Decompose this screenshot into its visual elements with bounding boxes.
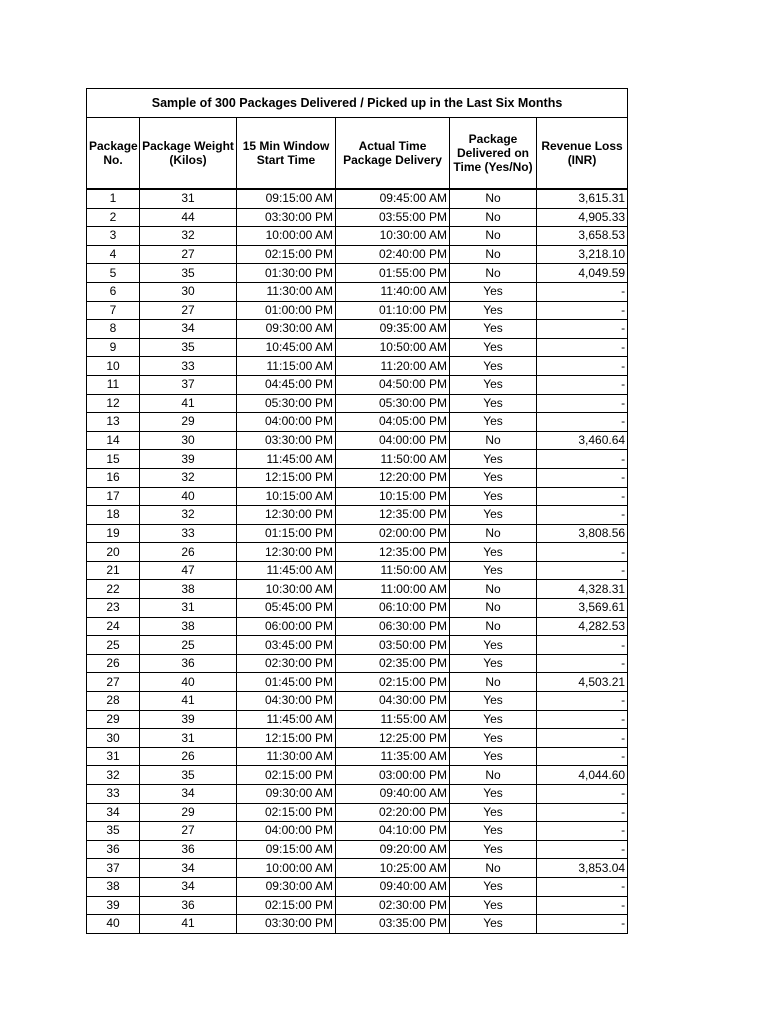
revenue-loss-cell: 4,044.60 — [537, 766, 628, 785]
header-window-start: 15 Min Window Start Time — [237, 118, 336, 190]
package-no-cell: 1 — [87, 189, 140, 208]
actual-time-cell: 03:00:00 PM — [336, 766, 450, 785]
revenue-loss-cell: - — [537, 468, 628, 487]
table-row — [87, 877, 628, 896]
header-weight: Package Weight (Kilos) — [140, 118, 237, 190]
weight-cell: 38 — [140, 617, 237, 636]
revenue-loss-cell: - — [537, 394, 628, 413]
window-start-cell: 12:15:00 PM — [237, 468, 336, 487]
actual-time-cell: 10:15:00 PM — [336, 487, 450, 506]
window-start-cell: 09:15:00 AM — [237, 189, 336, 208]
table-row — [87, 673, 628, 692]
weight-cell: 41 — [140, 915, 237, 934]
window-start-cell: 10:00:00 AM — [237, 859, 336, 878]
window-start-cell: 12:30:00 PM — [237, 543, 336, 562]
on-time-cell: Yes — [450, 282, 537, 301]
table-row — [87, 803, 628, 822]
actual-time-cell: 11:20:00 AM — [336, 357, 450, 376]
actual-time-cell: 09:20:00 AM — [336, 840, 450, 859]
weight-cell: 29 — [140, 803, 237, 822]
package-no-cell: 36 — [87, 840, 140, 859]
package-no-cell: 12 — [87, 394, 140, 413]
window-start-cell: 05:45:00 PM — [237, 599, 336, 618]
weight-cell: 41 — [140, 394, 237, 413]
revenue-loss-cell: 3,615.31 — [537, 189, 628, 208]
revenue-loss-cell: - — [537, 654, 628, 673]
revenue-loss-cell: - — [537, 877, 628, 896]
table-row — [87, 357, 628, 376]
on-time-cell: Yes — [450, 710, 537, 729]
package-no-cell: 8 — [87, 320, 140, 339]
package-no-cell: 34 — [87, 803, 140, 822]
window-start-cell: 01:45:00 PM — [237, 673, 336, 692]
window-start-cell: 01:15:00 PM — [237, 524, 336, 543]
weight-cell: 41 — [140, 692, 237, 711]
weight-cell: 32 — [140, 468, 237, 487]
revenue-loss-cell: 4,328.31 — [537, 580, 628, 599]
on-time-cell: No — [450, 859, 537, 878]
window-start-cell: 09:30:00 AM — [237, 877, 336, 896]
window-start-cell: 03:30:00 PM — [237, 915, 336, 934]
on-time-cell: Yes — [450, 915, 537, 934]
weight-cell: 35 — [140, 766, 237, 785]
table-row — [87, 654, 628, 673]
window-start-cell: 05:30:00 PM — [237, 394, 336, 413]
package-no-cell: 2 — [87, 208, 140, 227]
on-time-cell: Yes — [450, 729, 537, 748]
package-no-cell: 14 — [87, 431, 140, 450]
weight-cell: 31 — [140, 189, 237, 208]
table-row — [87, 413, 628, 432]
actual-time-cell: 02:35:00 PM — [336, 654, 450, 673]
package-no-cell: 28 — [87, 692, 140, 711]
window-start-cell: 11:30:00 AM — [237, 282, 336, 301]
actual-time-cell: 04:05:00 PM — [336, 413, 450, 432]
window-start-cell: 02:15:00 PM — [237, 803, 336, 822]
actual-time-cell: 01:10:00 PM — [336, 301, 450, 320]
revenue-loss-cell: - — [537, 338, 628, 357]
actual-time-cell: 04:50:00 PM — [336, 375, 450, 394]
weight-cell: 32 — [140, 506, 237, 525]
package-no-cell: 30 — [87, 729, 140, 748]
revenue-loss-cell: - — [537, 320, 628, 339]
actual-time-cell: 11:35:00 AM — [336, 747, 450, 766]
package-no-cell: 6 — [87, 282, 140, 301]
actual-time-cell: 12:35:00 PM — [336, 506, 450, 525]
weight-cell: 39 — [140, 450, 237, 469]
on-time-cell: Yes — [450, 636, 537, 655]
actual-time-cell: 02:00:00 PM — [336, 524, 450, 543]
weight-cell: 40 — [140, 487, 237, 506]
actual-time-cell: 11:00:00 AM — [336, 580, 450, 599]
package-no-cell: 23 — [87, 599, 140, 618]
table-body — [87, 189, 628, 933]
weight-cell: 34 — [140, 877, 237, 896]
on-time-cell: Yes — [450, 450, 537, 469]
on-time-cell: Yes — [450, 822, 537, 841]
table-row — [87, 896, 628, 915]
window-start-cell: 03:45:00 PM — [237, 636, 336, 655]
table-row — [87, 227, 628, 246]
package-no-cell: 25 — [87, 636, 140, 655]
package-no-cell: 38 — [87, 877, 140, 896]
actual-time-cell: 12:35:00 PM — [336, 543, 450, 562]
revenue-loss-cell: - — [537, 413, 628, 432]
table-row — [87, 320, 628, 339]
weight-cell: 33 — [140, 357, 237, 376]
on-time-cell: Yes — [450, 320, 537, 339]
actual-time-cell: 04:00:00 PM — [336, 431, 450, 450]
revenue-loss-cell: - — [537, 375, 628, 394]
package-no-cell: 39 — [87, 896, 140, 915]
table-row — [87, 636, 628, 655]
weight-cell: 26 — [140, 747, 237, 766]
package-no-cell: 4 — [87, 245, 140, 264]
package-no-cell: 15 — [87, 450, 140, 469]
revenue-loss-cell: 3,569.61 — [537, 599, 628, 618]
revenue-loss-cell: - — [537, 282, 628, 301]
revenue-loss-cell: - — [537, 729, 628, 748]
table-row — [87, 692, 628, 711]
revenue-loss-cell: - — [537, 915, 628, 934]
table-row — [87, 375, 628, 394]
table-row — [87, 599, 628, 618]
weight-cell: 47 — [140, 561, 237, 580]
actual-time-cell: 09:35:00 AM — [336, 320, 450, 339]
window-start-cell: 10:30:00 AM — [237, 580, 336, 599]
window-start-cell: 09:30:00 AM — [237, 320, 336, 339]
window-start-cell: 03:30:00 PM — [237, 431, 336, 450]
on-time-cell: No — [450, 617, 537, 636]
package-no-cell: 29 — [87, 710, 140, 729]
window-start-cell: 02:15:00 PM — [237, 896, 336, 915]
package-no-cell: 20 — [87, 543, 140, 562]
actual-time-cell: 11:50:00 AM — [336, 561, 450, 580]
on-time-cell: No — [450, 227, 537, 246]
weight-cell: 44 — [140, 208, 237, 227]
actual-time-cell: 02:40:00 PM — [336, 245, 450, 264]
window-start-cell: 02:15:00 PM — [237, 245, 336, 264]
table-row — [87, 785, 628, 804]
table-row — [87, 189, 628, 208]
on-time-cell: Yes — [450, 654, 537, 673]
on-time-cell: Yes — [450, 543, 537, 562]
table-row — [87, 487, 628, 506]
table-row — [87, 747, 628, 766]
actual-time-cell: 11:50:00 AM — [336, 450, 450, 469]
actual-time-cell: 01:55:00 PM — [336, 264, 450, 283]
window-start-cell: 03:30:00 PM — [237, 208, 336, 227]
weight-cell: 37 — [140, 375, 237, 394]
package-no-cell: 19 — [87, 524, 140, 543]
header-package-no: Package No. — [87, 118, 140, 190]
actual-time-cell: 10:30:00 AM — [336, 227, 450, 246]
actual-time-cell: 10:25:00 AM — [336, 859, 450, 878]
on-time-cell: Yes — [450, 357, 537, 376]
weight-cell: 35 — [140, 264, 237, 283]
package-no-cell: 31 — [87, 747, 140, 766]
revenue-loss-cell: - — [537, 636, 628, 655]
on-time-cell: No — [450, 599, 537, 618]
weight-cell: 36 — [140, 654, 237, 673]
window-start-cell: 04:45:00 PM — [237, 375, 336, 394]
package-no-cell: 26 — [87, 654, 140, 673]
on-time-cell: Yes — [450, 487, 537, 506]
window-start-cell: 01:30:00 PM — [237, 264, 336, 283]
package-no-cell: 16 — [87, 468, 140, 487]
window-start-cell: 04:30:00 PM — [237, 692, 336, 711]
on-time-cell: No — [450, 189, 537, 208]
package-no-cell: 32 — [87, 766, 140, 785]
on-time-cell: Yes — [450, 375, 537, 394]
on-time-cell: Yes — [450, 747, 537, 766]
actual-time-cell: 11:40:00 AM — [336, 282, 450, 301]
weight-cell: 34 — [140, 859, 237, 878]
on-time-cell: No — [450, 673, 537, 692]
revenue-loss-cell: - — [537, 840, 628, 859]
table-row — [87, 450, 628, 469]
revenue-loss-cell: 3,460.64 — [537, 431, 628, 450]
window-start-cell: 09:30:00 AM — [237, 785, 336, 804]
weight-cell: 26 — [140, 543, 237, 562]
actual-time-cell: 03:55:00 PM — [336, 208, 450, 227]
package-no-cell: 3 — [87, 227, 140, 246]
on-time-cell: Yes — [450, 803, 537, 822]
package-no-cell: 40 — [87, 915, 140, 934]
window-start-cell: 11:45:00 AM — [237, 561, 336, 580]
revenue-loss-cell: - — [537, 450, 628, 469]
on-time-cell: Yes — [450, 413, 537, 432]
revenue-loss-cell: - — [537, 301, 628, 320]
table-row — [87, 208, 628, 227]
revenue-loss-cell: - — [537, 785, 628, 804]
window-start-cell: 02:15:00 PM — [237, 766, 336, 785]
table-row — [87, 822, 628, 841]
revenue-loss-cell: 3,218.10 — [537, 245, 628, 264]
package-no-cell: 13 — [87, 413, 140, 432]
on-time-cell: Yes — [450, 394, 537, 413]
table-row — [87, 394, 628, 413]
actual-time-cell: 06:10:00 PM — [336, 599, 450, 618]
revenue-loss-cell: - — [537, 692, 628, 711]
weight-cell: 36 — [140, 896, 237, 915]
on-time-cell: No — [450, 580, 537, 599]
window-start-cell: 04:00:00 PM — [237, 822, 336, 841]
table-row — [87, 859, 628, 878]
on-time-cell: No — [450, 431, 537, 450]
table-row — [87, 617, 628, 636]
actual-time-cell: 10:50:00 AM — [336, 338, 450, 357]
on-time-cell: No — [450, 264, 537, 283]
on-time-cell: No — [450, 208, 537, 227]
header-revenue-loss: Revenue Loss (INR) — [537, 118, 628, 190]
table-row — [87, 729, 628, 748]
package-no-cell: 7 — [87, 301, 140, 320]
window-start-cell: 11:45:00 AM — [237, 710, 336, 729]
table-row — [87, 710, 628, 729]
package-no-cell: 22 — [87, 580, 140, 599]
window-start-cell: 04:00:00 PM — [237, 413, 336, 432]
weight-cell: 29 — [140, 413, 237, 432]
revenue-loss-cell: 4,049.59 — [537, 264, 628, 283]
on-time-cell: Yes — [450, 338, 537, 357]
window-start-cell: 11:15:00 AM — [237, 357, 336, 376]
revenue-loss-cell: 3,658.53 — [537, 227, 628, 246]
table-row — [87, 561, 628, 580]
table-row — [87, 506, 628, 525]
package-no-cell: 24 — [87, 617, 140, 636]
table-row — [87, 338, 628, 357]
table-row — [87, 245, 628, 264]
revenue-loss-cell: - — [537, 896, 628, 915]
revenue-loss-cell: 3,853.04 — [537, 859, 628, 878]
revenue-loss-cell: 4,905.33 — [537, 208, 628, 227]
table-title: Sample of 300 Packages Delivered / Picked up in the Last Six Months — [87, 89, 628, 118]
actual-time-cell: 02:30:00 PM — [336, 896, 450, 915]
on-time-cell: Yes — [450, 785, 537, 804]
on-time-cell: No — [450, 245, 537, 264]
package-no-cell: 9 — [87, 338, 140, 357]
package-no-cell: 10 — [87, 357, 140, 376]
actual-time-cell: 03:50:00 PM — [336, 636, 450, 655]
revenue-loss-cell: 3,808.56 — [537, 524, 628, 543]
weight-cell: 30 — [140, 282, 237, 301]
actual-time-cell: 09:45:00 AM — [336, 189, 450, 208]
weight-cell: 34 — [140, 320, 237, 339]
on-time-cell: Yes — [450, 896, 537, 915]
actual-time-cell: 12:25:00 PM — [336, 729, 450, 748]
on-time-cell: No — [450, 524, 537, 543]
weight-cell: 38 — [140, 580, 237, 599]
actual-time-cell: 06:30:00 PM — [336, 617, 450, 636]
packages-table — [86, 88, 628, 934]
actual-time-cell: 09:40:00 AM — [336, 877, 450, 896]
window-start-cell: 09:15:00 AM — [237, 840, 336, 859]
revenue-loss-cell: - — [537, 506, 628, 525]
on-time-cell: Yes — [450, 561, 537, 580]
revenue-loss-cell: - — [537, 710, 628, 729]
package-no-cell: 11 — [87, 375, 140, 394]
table-row — [87, 524, 628, 543]
table-row — [87, 766, 628, 785]
table-row — [87, 580, 628, 599]
revenue-loss-cell: - — [537, 803, 628, 822]
window-start-cell: 10:45:00 AM — [237, 338, 336, 357]
weight-cell: 27 — [140, 301, 237, 320]
package-no-cell: 27 — [87, 673, 140, 692]
actual-time-cell: 04:30:00 PM — [336, 692, 450, 711]
table-row — [87, 431, 628, 450]
window-start-cell: 11:30:00 AM — [237, 747, 336, 766]
window-start-cell: 01:00:00 PM — [237, 301, 336, 320]
weight-cell: 35 — [140, 338, 237, 357]
table-row — [87, 840, 628, 859]
on-time-cell: Yes — [450, 506, 537, 525]
actual-time-cell: 02:15:00 PM — [336, 673, 450, 692]
weight-cell: 32 — [140, 227, 237, 246]
header-row — [87, 118, 628, 190]
weight-cell: 27 — [140, 245, 237, 264]
weight-cell: 34 — [140, 785, 237, 804]
revenue-loss-cell: - — [537, 561, 628, 580]
window-start-cell: 02:30:00 PM — [237, 654, 336, 673]
on-time-cell: Yes — [450, 840, 537, 859]
package-no-cell: 33 — [87, 785, 140, 804]
revenue-loss-cell: - — [537, 747, 628, 766]
package-no-cell: 18 — [87, 506, 140, 525]
on-time-cell: No — [450, 766, 537, 785]
package-no-cell: 37 — [87, 859, 140, 878]
weight-cell: 31 — [140, 729, 237, 748]
actual-time-cell: 02:20:00 PM — [336, 803, 450, 822]
table-row — [87, 915, 628, 934]
actual-time-cell: 12:20:00 PM — [336, 468, 450, 487]
actual-time-cell: 04:10:00 PM — [336, 822, 450, 841]
on-time-cell: Yes — [450, 301, 537, 320]
revenue-loss-cell: - — [537, 822, 628, 841]
table-row — [87, 301, 628, 320]
window-start-cell: 12:15:00 PM — [237, 729, 336, 748]
weight-cell: 33 — [140, 524, 237, 543]
package-no-cell: 17 — [87, 487, 140, 506]
weight-cell: 25 — [140, 636, 237, 655]
package-no-cell: 21 — [87, 561, 140, 580]
weight-cell: 30 — [140, 431, 237, 450]
actual-time-cell: 03:35:00 PM — [336, 915, 450, 934]
revenue-loss-cell: - — [537, 487, 628, 506]
revenue-loss-cell: 4,503.21 — [537, 673, 628, 692]
on-time-cell: Yes — [450, 877, 537, 896]
window-start-cell: 06:00:00 PM — [237, 617, 336, 636]
weight-cell: 31 — [140, 599, 237, 618]
on-time-cell: Yes — [450, 468, 537, 487]
header-actual-time: Actual Time Package Delivery — [336, 118, 450, 190]
actual-time-cell: 09:40:00 AM — [336, 785, 450, 804]
revenue-loss-cell: 4,282.53 — [537, 617, 628, 636]
weight-cell: 36 — [140, 840, 237, 859]
on-time-cell: Yes — [450, 692, 537, 711]
window-start-cell: 10:15:00 AM — [237, 487, 336, 506]
actual-time-cell: 11:55:00 AM — [336, 710, 450, 729]
table-row — [87, 543, 628, 562]
header-on-time: Package Delivered on Time (Yes/No) — [450, 118, 537, 190]
weight-cell: 40 — [140, 673, 237, 692]
table-row — [87, 468, 628, 487]
weight-cell: 39 — [140, 710, 237, 729]
revenue-loss-cell: - — [537, 357, 628, 376]
window-start-cell: 10:00:00 AM — [237, 227, 336, 246]
window-start-cell: 11:45:00 AM — [237, 450, 336, 469]
package-no-cell: 5 — [87, 264, 140, 283]
actual-time-cell: 05:30:00 PM — [336, 394, 450, 413]
table-row — [87, 264, 628, 283]
window-start-cell: 12:30:00 PM — [237, 506, 336, 525]
package-no-cell: 35 — [87, 822, 140, 841]
table-row — [87, 282, 628, 301]
weight-cell: 27 — [140, 822, 237, 841]
revenue-loss-cell: - — [537, 543, 628, 562]
